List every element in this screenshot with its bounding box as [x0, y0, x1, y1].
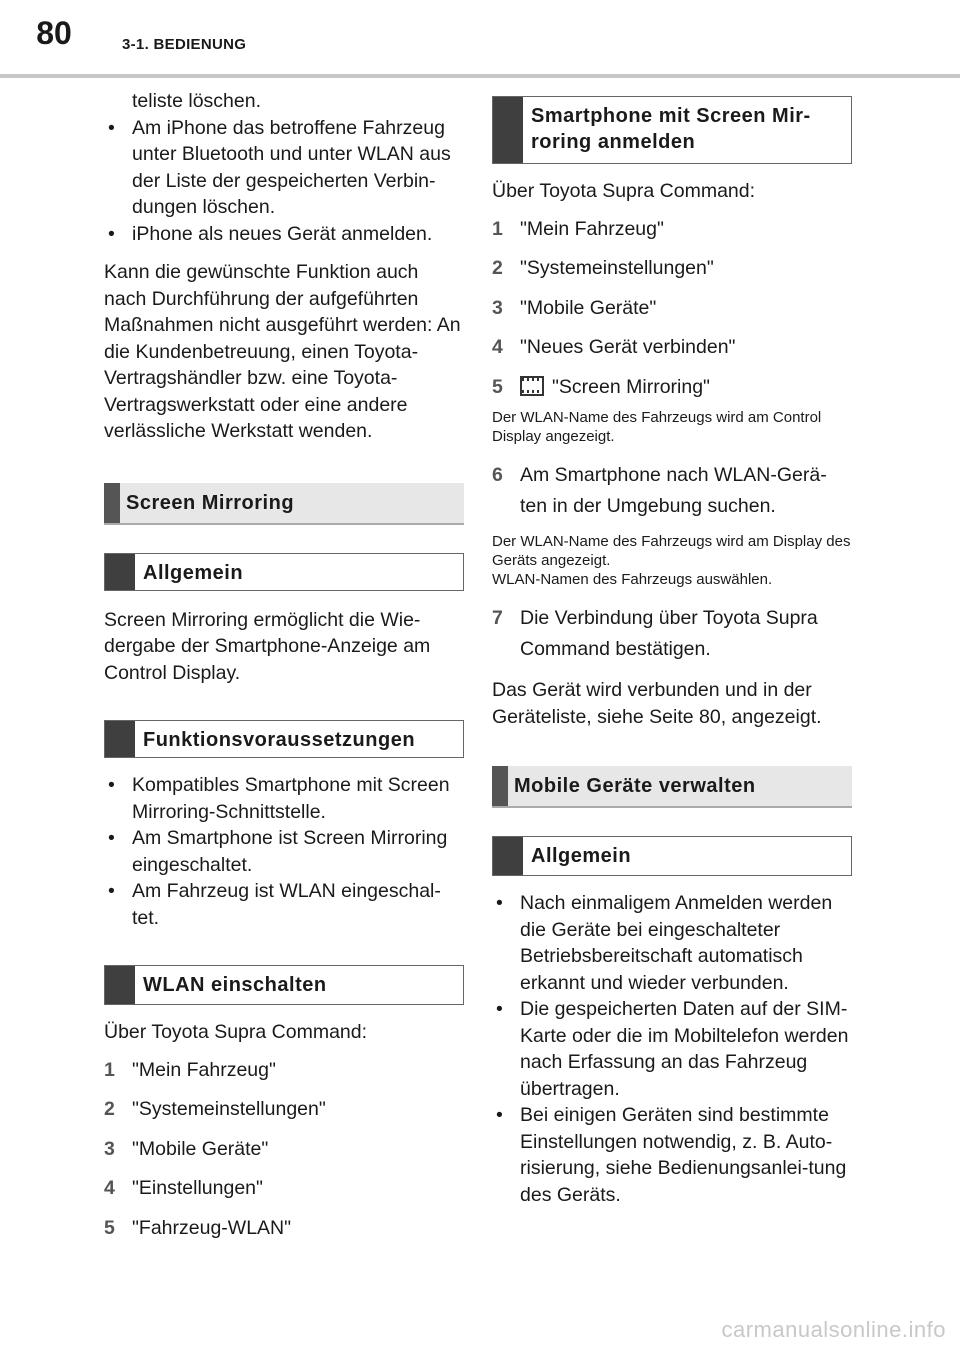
step — [104, 1175, 464, 1202]
step — [104, 1057, 464, 1084]
page-number: 80 — [0, 4, 108, 70]
step-number: 4 — [492, 336, 503, 358]
header-rule — [0, 74, 960, 78]
section-title: 3-1. BEDIENUNG — [122, 36, 247, 53]
step5-label: "Screen Mirroring" — [552, 375, 710, 398]
subheading-wlan — [104, 965, 464, 1005]
right-column — [492, 96, 852, 1208]
subheading-allgemein — [492, 836, 852, 876]
step — [104, 1136, 464, 1163]
step — [492, 334, 852, 361]
heading-bar — [492, 766, 508, 806]
step-number: 2 — [104, 1098, 115, 1120]
step-text: "Fahrzeug-WLAN" — [132, 1216, 292, 1239]
wlan-intro: Über Toyota Supra Command: — [104, 1021, 368, 1043]
left-column — [104, 88, 464, 1254]
heading-text: Screen Mirroring — [126, 491, 295, 514]
step-number: 6 — [492, 464, 503, 486]
step-number: 2 — [492, 257, 503, 279]
subheading-text: Smartphone mit Screen Mir-roring anmelden — [531, 105, 811, 153]
note: Der WLAN-Name des Fahrzeugs wird am Display des Geräts angezeigt. — [492, 533, 851, 569]
list-item: • Bei einigen Geräten sind bestimmte Einstellungen notwendig, z. B. Auto-risierung, siehe Bedienungsanlei-tung des Geräts. — [492, 1102, 852, 1208]
step-number: 3 — [104, 1137, 115, 1160]
step — [492, 255, 852, 282]
step — [104, 1215, 464, 1242]
allgemein-text: Screen Mirroring ermöglicht die Wie-dergabe der Smartphone-Anzeige am Control Display. — [104, 608, 431, 684]
subheading-bar — [105, 721, 135, 757]
subheading-text: Funktionsvoraussetzungen — [143, 729, 416, 751]
list-item: • Am Fahrzeug ist WLAN eingeschal-tet. — [104, 878, 464, 931]
step-text: "Mein Fahrzeug" — [520, 217, 664, 240]
step-text: "Mobile Geräte" — [520, 296, 657, 319]
watermark: carmanualsonline.info — [721, 1317, 946, 1342]
step-text: Am Smartphone nach WLAN-Gerä-ten in der Umgebung suchen. — [520, 464, 827, 517]
step-number: 4 — [104, 1177, 115, 1199]
subheading-bar — [105, 554, 135, 590]
step-text — [520, 374, 852, 401]
list-item: • Kompatibles Smartphone mit Screen Mirroring-Schnittstelle. — [104, 772, 464, 825]
step-text: "Neues Gerät verbinden" — [520, 336, 736, 358]
step — [492, 295, 852, 322]
subheading-text: Allgemein — [143, 561, 244, 584]
list-item: • Am iPhone das betroffene Fahrzeug unter Bluetooth und unter WLAN aus der Liste der gespeicherten Verbin-dungen löschen. — [104, 115, 464, 221]
subheading-text: WLAN einschalten — [143, 974, 327, 996]
step-number: 5 — [104, 1216, 115, 1239]
step-number: 3 — [492, 296, 503, 319]
result-text: Das Gerät wird verbunden und in der Geräteliste, siehe Seite 80, angezeigt. — [492, 679, 822, 728]
step-text: "Einstellungen" — [132, 1177, 263, 1199]
subheading-bar — [493, 837, 523, 875]
list-item: • Nach einmaligem Anmelden werden die Geräte bei eingeschalteter Betriebsbereitschaft automatisch erkannt und wieder verbunden. — [492, 890, 852, 996]
anmelden-intro: Über Toyota Supra Command: — [492, 180, 756, 202]
step-text: "Mobile Geräte" — [132, 1137, 269, 1160]
heading-text: Mobile Geräte verwalten — [514, 775, 756, 797]
step — [492, 216, 852, 243]
step-number: 1 — [104, 1058, 115, 1081]
step-number: 7 — [492, 607, 503, 629]
list-item: • Die gespeicherten Daten auf der SIM-Karte oder die im Mobiltelefon werden nach Erfassung an das Fahrzeug übertragen. — [492, 996, 852, 1102]
intro-paragraph: Kann die gewünschte Funktion auch nach Durchführung der aufgeführten Maßnahmen nicht ausgeführt werden: An die Kundenbetreuung, einen Toyota-Vertragshändler bzw. eine Toyota-Vertragswerkstatt oder eine andere verlässliche Werkstatt wenden. — [104, 261, 461, 442]
list-item: • Am Smartphone ist Screen Mirroring eingeschaltet. — [104, 825, 464, 878]
heading-mobile-geraete-verwalten — [492, 766, 852, 808]
subheading-bar — [493, 97, 523, 163]
step-number: 1 — [492, 217, 503, 240]
step-number: 5 — [492, 375, 503, 398]
step — [492, 374, 852, 401]
subheading-anmelden — [492, 96, 852, 164]
step-text: Die Verbindung über Toyota Supra Command bestätigen. — [520, 607, 818, 660]
screen-mirroring-icon — [520, 376, 544, 396]
note: WLAN-Namen des Fahrzeugs auswählen. — [492, 571, 773, 588]
continued-bullet: teliste löschen. — [132, 90, 261, 112]
step-text: "Mein Fahrzeug" — [132, 1058, 276, 1081]
subheading-allgemein — [104, 553, 464, 591]
step — [492, 460, 852, 522]
step — [492, 603, 852, 665]
note: Der WLAN-Name des Fahrzeugs wird am Control Display angezeigt. — [492, 409, 822, 445]
step — [104, 1096, 464, 1123]
heading-bar — [104, 483, 120, 523]
subheading-bar — [105, 966, 135, 1004]
subheading-funktionsvoraussetzungen — [104, 720, 464, 758]
page-header — [0, 0, 960, 80]
subheading-text: Allgemein — [531, 845, 632, 867]
heading-screen-mirroring — [104, 483, 464, 525]
step-text: "Systemeinstellungen" — [132, 1098, 326, 1120]
list-item: • iPhone als neues Gerät anmelden. — [104, 221, 464, 248]
step-text: "Systemeinstellungen" — [520, 257, 714, 279]
